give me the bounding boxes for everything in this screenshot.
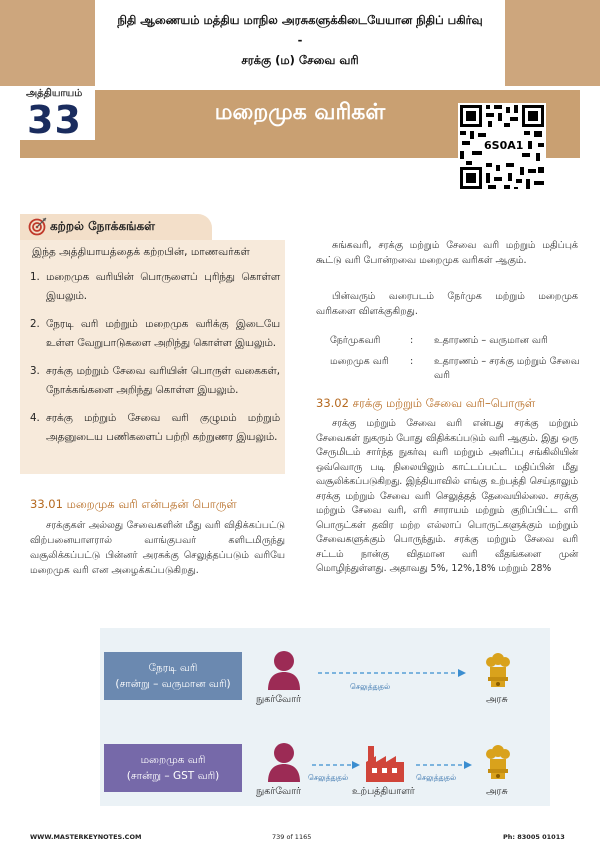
objective-number: 1. [30,271,40,283]
header-line-2: - [297,33,303,47]
definition-term: நேர்முகவரி [330,335,381,346]
producer-label: உற்பத்தியாளர் [352,786,415,797]
qr-code-label: 6S0A1 [484,139,524,152]
objective-item [30,315,280,353]
definition-indirect-tax [330,355,580,383]
header-title [95,10,505,70]
objective-number: 3. [30,365,40,377]
indirect-tax-box [104,744,242,792]
factory-icon [364,742,406,782]
definition-separator: : [410,335,414,346]
header-side-right [505,0,600,86]
arrow-icon [318,668,466,678]
direct-tax-box [104,652,242,700]
header-line-3: சரக்கு (ம) சேவை வரி [241,53,359,67]
header-side-left [0,0,95,86]
chapter-title: மறைமுக வரிகள் [214,100,386,125]
band-left-gap [0,90,20,158]
footer-page-number: 739 of 1165 [272,833,312,841]
section-33-01-paragraph: சரக்குகள் அல்லது சேவைகளின் மீது வரி விதிக்கப்பட்டு விற்பனையாளரால் வாங்குபவர் களிடமிருந்து வசூலிக்கப்பட்டு பின்னர் அரசுக்கு செலுத்தப்படும் வரியே மறைமுக வரி என அழைக்கப்படுகிறது. [30,520,285,576]
objectives-intro: இந்த அத்தியாயத்தைக் கற்றபின், மாணவர்கள் [32,246,250,258]
right-paragraph-1: சுங்கவரி, சரக்கு மற்றும் சேவை வரி மற்றும் மதிப்புக் கூட்டு வரி போன்றவை மறைமுக வரிகள் ஆகும். [316,240,578,266]
government-emblem-icon [482,650,514,690]
right-paragraph-2: பின்வரும் வரைபடம் நேர்முக மற்றும் மறைமுக வரிகளை விளக்குகிறது. [316,291,578,317]
pay-label: செலுத்துதல் [308,773,349,782]
pay-label: செலுத்துதல் [350,682,391,691]
government-label: அரசு [486,786,508,797]
definition-direct-tax [330,334,580,348]
header-line-1: நிதி ஆணையம் மத்திய மாநில அரசுகளுக்கிடையேயான நிதிப் பகிர்வு [117,13,483,27]
tax-flow-diagram [100,628,550,806]
objective-item [30,268,280,306]
section-heading-33-02: 33.02 சரக்கு மற்றும் சேவை வரி–பொருள் [316,396,536,410]
objective-text: நேரடி வரி மற்றும் மறைமுக வரிக்கு இடையே உள்ள வேறுபாடுகளை அறிந்து கொள்ள இயலும். [46,318,280,349]
government-label: அரசு [486,694,508,705]
footer-website[interactable]: WWW.MASTERKEYNOTES.COM [30,833,142,841]
objective-number: 2. [30,318,40,330]
indirect-tax-title: மறைமுக வரி [140,754,206,766]
objectives-heading: கற்றல் நோக்கங்கள் [50,219,156,233]
definition-separator: : [410,356,414,367]
definition-desc: உதாரணம் – வருமான வரி [434,335,548,346]
footer-phone: Ph: 83005 01013 [503,833,565,841]
qr-code[interactable] [458,103,546,191]
consumer-icon [266,742,302,782]
objective-text: சரக்கு மற்றும் சேவை வரி குழுமம் மற்றும் அதனுடைய பணிகளைப் பற்றி கற்றுணர இயலும். [46,412,280,443]
consumer-label: நுகர்வோர் [256,694,302,705]
section-heading-33-01: 33.01 மறைமுக வரி என்பதன் பொருள் [30,497,237,511]
objectives-list [30,268,280,456]
pay-label: செலுத்துதல் [416,773,457,782]
indirect-tax-example: (சான்று – GST வரி) [126,770,220,782]
arrow-icon [416,760,472,770]
government-emblem-icon [482,742,514,782]
chapter-label: அத்தியாயம் [26,88,83,99]
definition-term: மறைமுக வரி [330,356,389,367]
consumer-label: நுகர்வோர் [256,786,302,797]
objective-item [30,409,280,447]
direct-tax-example: (சான்று – வருமான வரி) [115,678,231,690]
arrow-icon [312,760,360,770]
objective-text: மறைமுக வரியின் பொருளைப் புரிந்து கொள்ள இயலும். [46,271,280,302]
target-icon [28,216,48,236]
objective-item [30,362,280,400]
objective-text: சரக்கு மற்றும் சேவை வரியின் பொருள் வகைகள், நோக்கங்களை அறிந்து கொள்ள இயலும். [46,365,280,396]
direct-tax-title: நேரடி வரி [148,662,198,674]
chapter-number: 33 [27,98,82,142]
definition-desc: உதாரணம் – சரக்கு மற்றும் சேவை வரி [434,356,580,381]
section-33-02-paragraph: சரக்கு மற்றும் சேவை வரி என்பது சரக்கு மற்றும் சேவைகள் நுகரும் போது விதிக்கப்படும் வரி ஆகும். இது ஒரு சேருமிடம் சார்ந்த நுகர்வு வரி மற்றும் அளிப்பு சங்கிலியின் ஒவ்வொரு படி நிலையிலும் காட்டப்பட்ட மதிப்பின் மீது வசூலிக்கப்படுகிறது. இந்தியாவில் எங்கு உற்பத்தி செய்தாலும் சரக்கு மற்றும் சேவை வரி செலுத்தத் தேவையில்லை. சரக்கு மற்றும் சேவை வரி, எரி சாராயம் மற்றும் குறிப்பிட்ட எரி பொருட்கள் தவிர மற்ற எல்லாப் பொருட்களுக்கும் மற்றும் சேவைகளுக்கும் பொருந்தும். சரக்கு மற்றும் சேவை வரி சட்டம் நான்கு விதமான வரி வீதங்களை முன் மொழிந்துள்ளது. அதாவது 5%, 12%,18% மற்றும் 28% [316,418,578,574]
objective-number: 4. [30,412,40,424]
consumer-icon [266,650,302,690]
